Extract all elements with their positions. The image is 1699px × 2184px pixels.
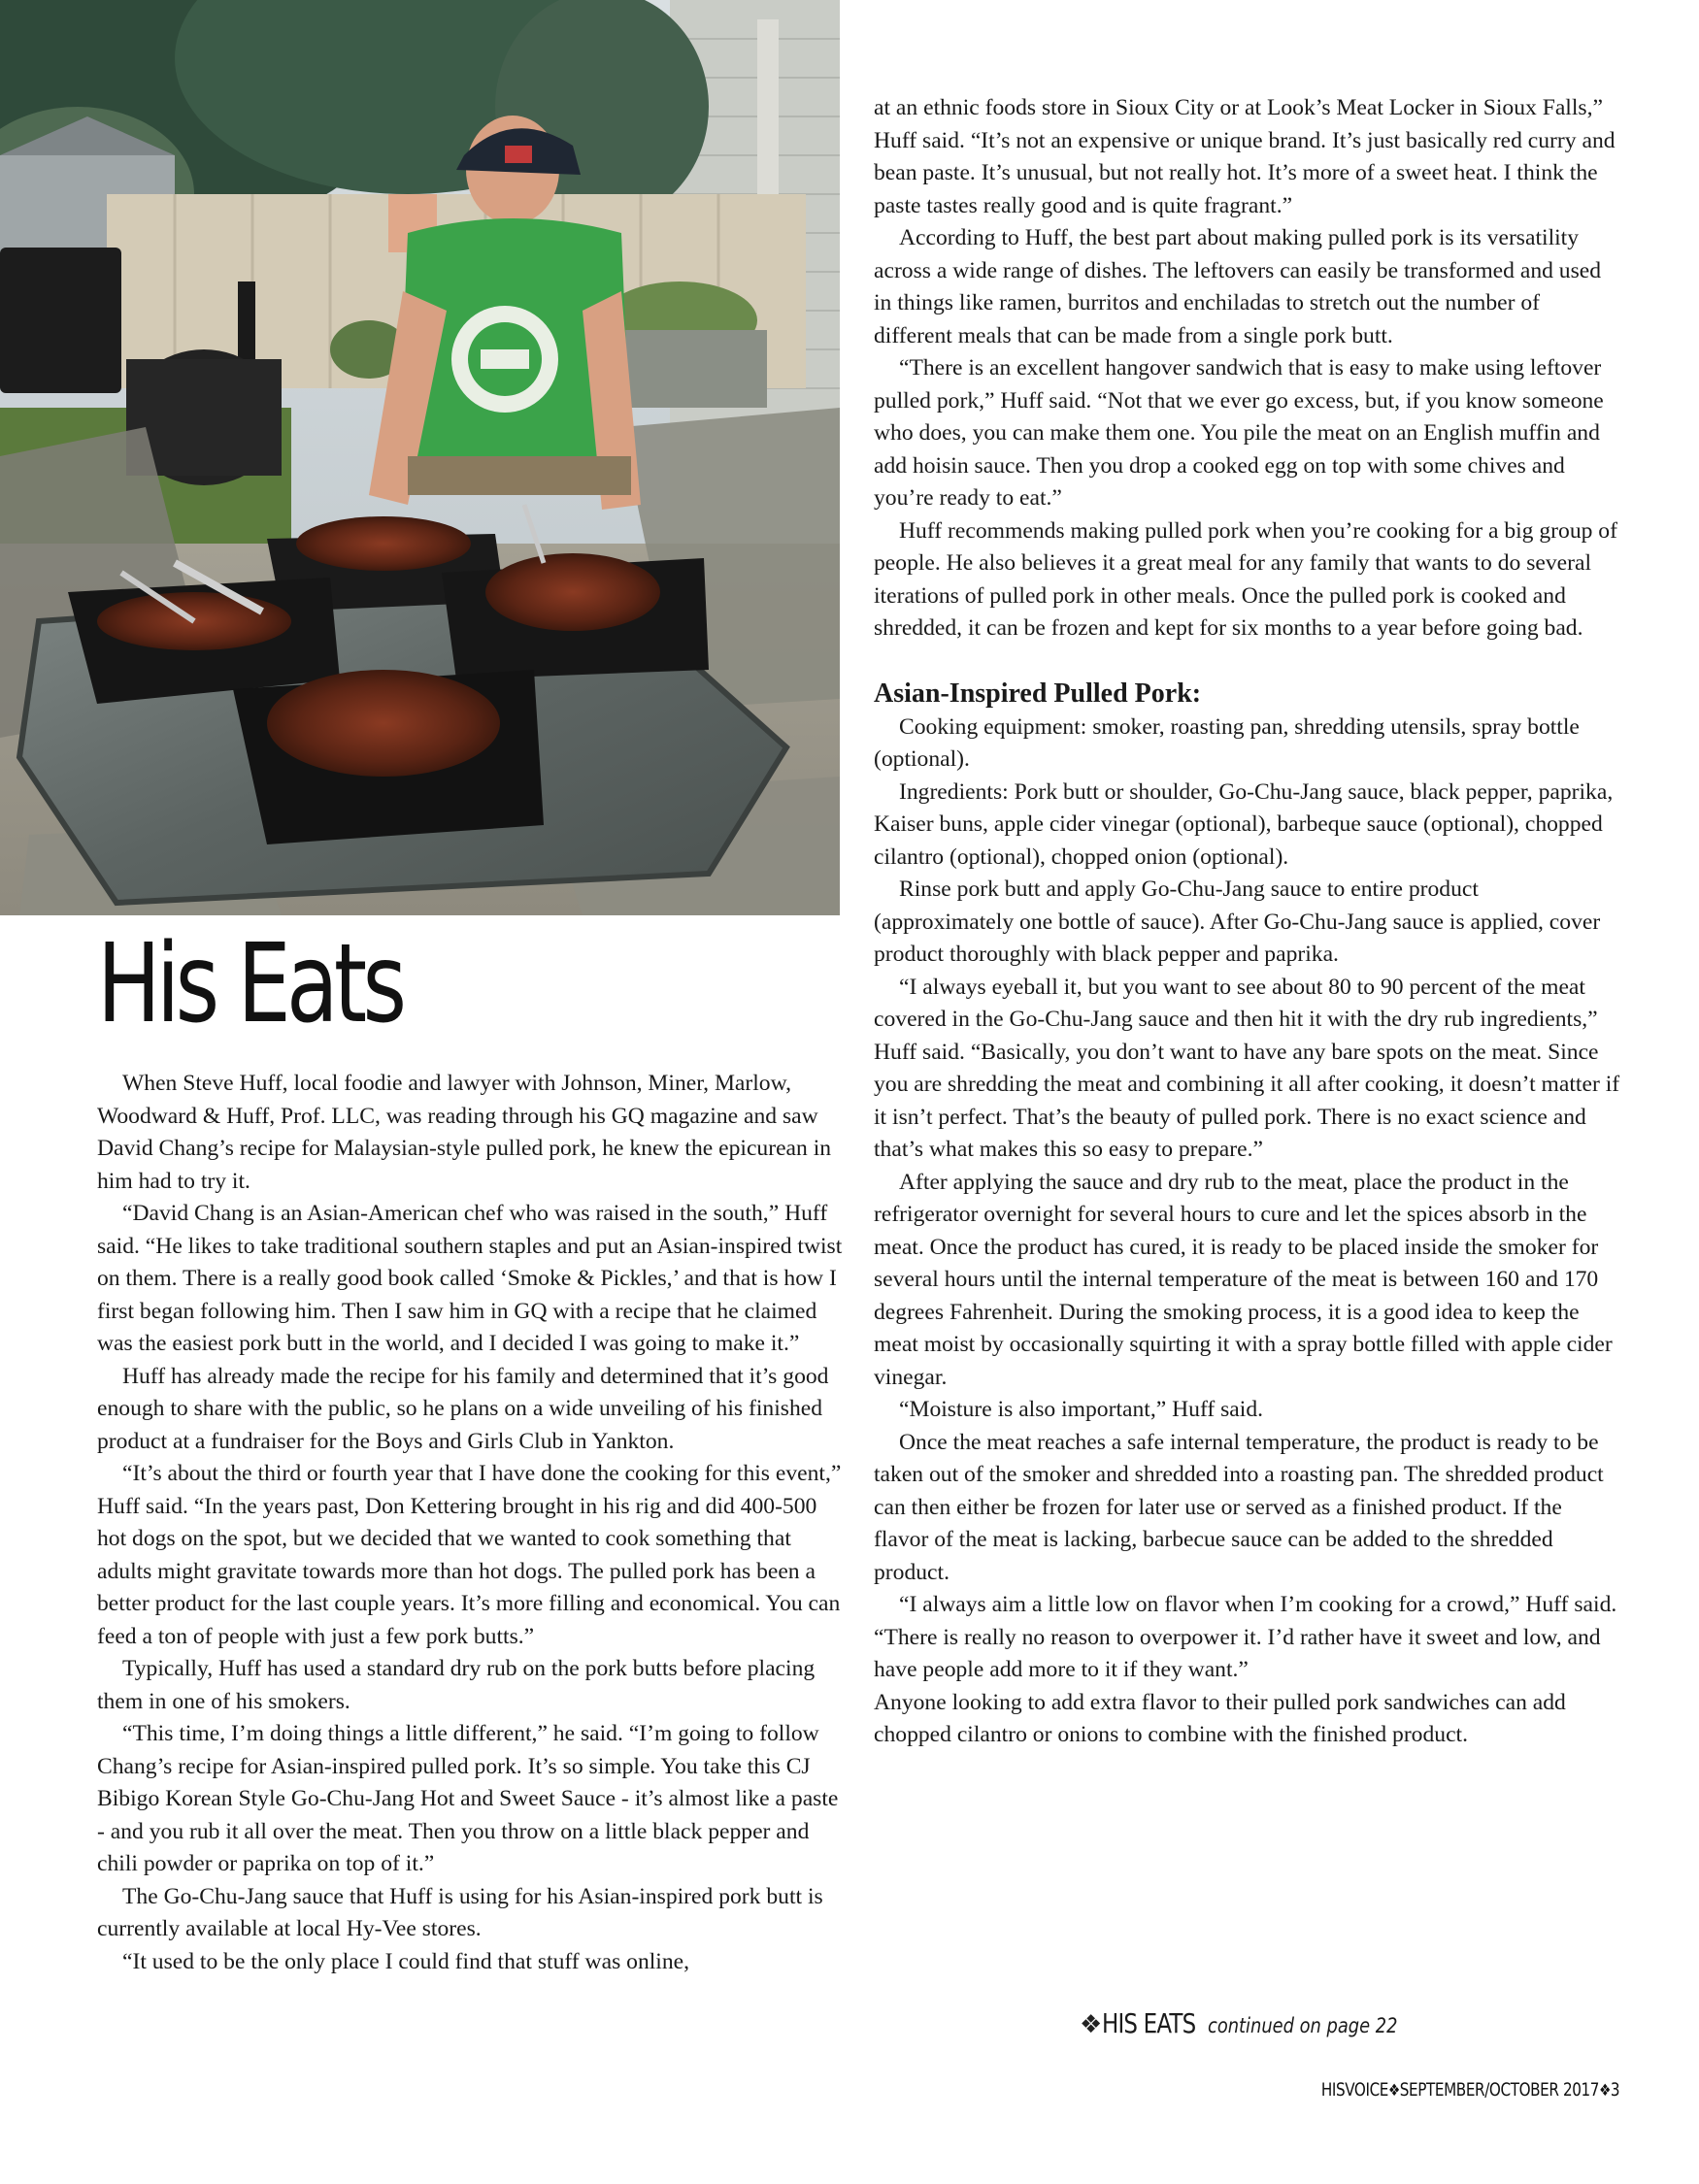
recipe-paragraph: Once the meat reaches a safe internal temperature, the product is ready to be taken out of the smoker and shredded into a roasting pan. The shredded product can then either be frozen for later use or served as a finished product. If the flavor of the meat is lacking, barbecue sauce can be added to the shredded product. [874, 1429, 1604, 1585]
recipe-paragraph: “I always eyeball it, but you want to see about 80 to 90 percent of the meat covered in the Go-Chu-Jang sauce and then hit it with the dry rub ingredients,” Huff said. “Basically, you don’t want to have any bare spots on the meat. Since you are shredding the meat and combining it all after cooking, it doesn’t matter if it isn’t perfect. That’s the beauty of pulled pork. There is no exact science and that’s what makes this so easy to prepare.” [874, 974, 1620, 1162]
body-paragraph: “David Chang is an Asian-American chef who was raised in the south,” Huff said. “He likes to take traditional southern staples and put an Asian-inspired twist on them. There is a really good book called ‘Smoke & Pickles,’ and that is how I first began following him. Then I saw him in GQ with a recipe that he claimed was the easiest pork butt in the world, and I decided I was going to make it.” [97, 1201, 843, 1356]
body-paragraph: Huff recommends making pulled pork when you’re cooking for a big group of people. He also believes it a great meal for any family that wants to do several iterations of pulled pork in other meals. Once the pulled pork is cooked and shredded, it can be frozen and kept for six months to a year before going bad. [874, 517, 1617, 641]
recipe-paragraph: “I always aim a little low on flavor when I’m cooking for a crowd,” Huff said. “There is really no reason to overpower it. I’d rather have it sweet and low, and have people add more to it if they want.” [874, 1592, 1617, 1682]
diamond-icon: ❖ [1387, 2081, 1400, 2101]
recipe-title: Asian-Inspired Pulled Pork: [874, 678, 1202, 709]
body-paragraph: When Steve Huff, local foodie and lawyer with Johnson, Miner, Marlow, Woodward & Huff, Prof. LLC, was reading through his GQ magazine and saw David Chang’s recipe for Malaysian-style pulled pork, he knew the epicurean in him had to try it. [97, 1071, 832, 1194]
body-paragraph: The Go-Chu-Jang sauce that Huff is using for his Asian-inspired pork butt is currently available at local Hy-Vee stores. [97, 1883, 823, 1941]
publication-name: HISVOICE [1320, 2079, 1388, 2101]
diamond-icon: ❖ [1598, 2081, 1611, 2101]
right-column [874, 92, 1621, 1752]
closing-paragraph: Anyone looking to add extra flavor to their pulled pork sandwiches can add chopped cilantro or onions to combine with the finished product. [874, 1689, 1566, 1747]
article-photo [0, 0, 840, 915]
article-headline: His Eats [97, 921, 403, 1047]
body-paragraph: “This time, I’m doing things a little different,” he said. “I’m going to follow Chang’s recipe for Asian-inspired pulled pork. It’s so simple. You take this CJ Bibigo Korean Style Go-Chu-Jang Hot and Sweet Sauce - it’s almost like a paste - and you rub it all over the meat. Then you throw on a little black pepper and chili powder or paprika on top of it.” [97, 1721, 839, 1876]
body-paragraph: “It used to be the only place I could find that stuff was online, [122, 1948, 690, 1974]
body-paragraph: Typically, Huff has used a standard dry rub on the pork butts before placing them in one of his smokers. [97, 1656, 816, 1714]
recipe-paragraph: Rinse pork butt and apply Go-Chu-Jang sauce to entire product (approximately one bottle of sauce). After Go-Chu-Jang sauce is applied, cover product thoroughly with black pepper and paprika. [874, 877, 1601, 967]
photo-illustration [0, 0, 840, 915]
continued-notice [1080, 2007, 1431, 2039]
issue-date: SEPTEMBER/OCTOBER 2017 [1399, 2079, 1599, 2101]
left-column [97, 1068, 845, 1978]
recipe-paragraph: After applying the sauce and dry rub to the meat, place the product in the refrigerator overnight for several hours to cure and let the spices absorb in the meat. Once the product has cured, it is ready to be placed inside the smoker for several hours until the internal temperature of the meat is between 160 and 170 degrees Fahrenheit. During the smoking process, it is a good idea to keep the meat moist by occasionally squirting it with a spray bottle filled with apple cider vinegar. [874, 1169, 1613, 1390]
body-paragraph: According to Huff, the best part about making pulled pork is its versatility across a wide range of dishes. The leftovers can easily be transformed and used in things like ramen, burritos and enchiladas to stretch out the number of different meals that can be made from a single pork butt. [874, 225, 1602, 348]
body-paragraph: “It’s about the third or fourth year that I have done the cooking for this event,” Huff said. “In the years past, Don Kettering brought in his rig and did 400-500 hot dogs on the spot, but we decided that we wanted to cook something that adults might gravitate towards more than hot dogs. The pulled pork has been a better product for the last couple years. It’s more filling and economical. You can feed a ton of people with just a few pork butts.” [97, 1461, 842, 1649]
body-paragraph: Huff has already made the recipe for his family and determined that it’s good enough to share with the public, so he plans on a wide unveiling of his finished product at a fundraiser for the Boys and Girls Club in Yankton. [97, 1363, 829, 1454]
continuation-paragraph: at an ethnic foods store in Sioux City or at Look’s Meat Locker in Sioux Falls,” Huff said. “It’s not an expensive or unique brand. It’s just basically red curry and bean paste. It’s unusual, but not really hot. It’s more of a sweet heat. I think the paste tastes really good and is quite fragrant.” [874, 95, 1616, 218]
continued-title: HIS EATS [1102, 2007, 1196, 2039]
diamond-icon: ❖ [1080, 2010, 1103, 2039]
page-footer [1321, 2079, 1619, 2101]
body-paragraph: “There is an excellent hangover sandwich that is easy to make using leftover pulled pork,” Huff said. “Not that we ever go excess, but, if you know someone who does, you can make them one. You pile the meat on an English muffin and add hoisin sauce. Then you drop a cooked egg on top with some chives and you’re ready to eat.” [874, 355, 1604, 511]
recipe-paragraph: Cooking equipment: smoker, roasting pan, shredding utensils, spray bottle (optional). [874, 713, 1580, 772]
continued-text: continued on page 22 [1207, 2014, 1398, 2037]
recipe-paragraph: “Moisture is also important,” Huff said. [899, 1397, 1264, 1422]
recipe-paragraph: Ingredients: Pork butt or shoulder, Go-Chu-Jang sauce, black pepper, paprika, Kaiser buns, apple cider vinegar (optional), barbeque sauce (optional), chopped cilantro (optional), chopped onion (optional). [874, 778, 1614, 870]
page-number: 3 [1610, 2079, 1619, 2101]
